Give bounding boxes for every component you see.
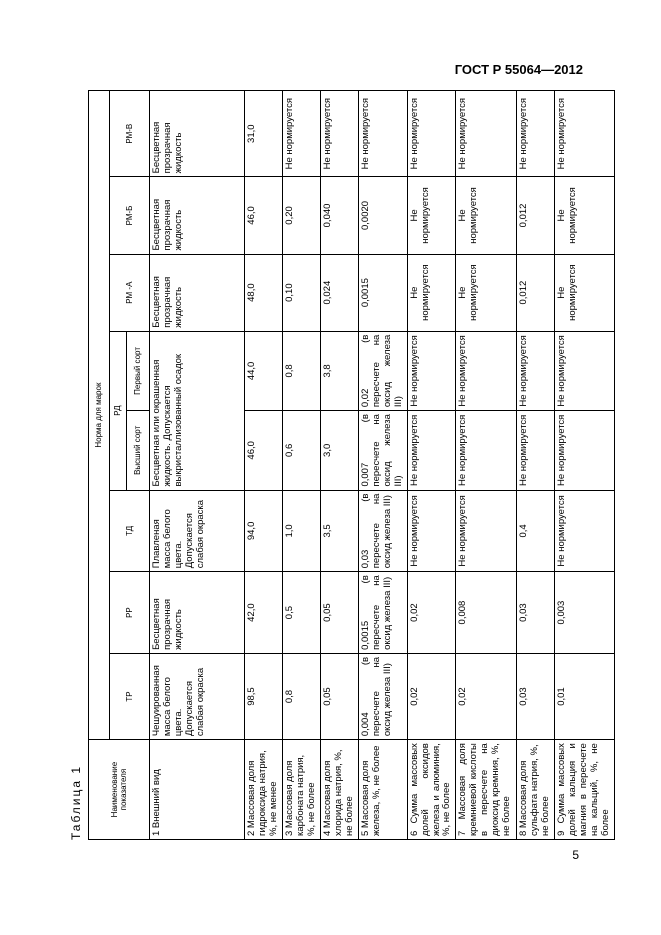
header-grade-tr: ТР (110, 653, 150, 739)
cell-rr: 0,03 (517, 572, 555, 654)
cell-rr: 0,003 (555, 572, 615, 654)
cell-rmb: Не нормируется (456, 177, 517, 254)
cell-rmb: 46,0 (245, 177, 283, 254)
rotated-page-region (66, 90, 612, 840)
cell-td: 1,0 (283, 490, 321, 572)
cell-rmb: Не нормируется (407, 177, 456, 254)
row-name: 8 Массовая доля сульфата натрия, %, не более (517, 740, 555, 840)
cell-rma: 0,0015 (359, 254, 408, 331)
cell-rmv: Не нормируется (407, 91, 456, 177)
cell-rma: Не нормируется (456, 254, 517, 331)
cell-rmv: Не нормируется (359, 91, 408, 177)
specification-table (88, 90, 615, 840)
row-name: 3 Массовая доля карбоната натрия, %, не более (283, 740, 321, 840)
cell-tr: 0,02 (456, 653, 517, 739)
row-name: 5 Массовая доля железа, %, не более (359, 740, 408, 840)
header-grade-rmv: РМ-В (110, 91, 150, 177)
cell-rma: Не нормируется (555, 254, 615, 331)
cell-tr: 98,5 (245, 653, 283, 739)
cell-td: 94,0 (245, 490, 283, 572)
cell-rma: 0,012 (517, 254, 555, 331)
header-row-grades (110, 91, 127, 840)
header-rd-high: Высший сорт (127, 411, 150, 490)
table-row (407, 91, 456, 840)
header-norm: Норма для марок (89, 91, 110, 740)
table-row (555, 91, 615, 840)
cell-tr: 0,01 (555, 653, 615, 739)
table-row (283, 91, 321, 840)
cell-rd-high: Не нормируется (456, 411, 517, 490)
cell-rma: 0,10 (283, 254, 321, 331)
header-row-norm (89, 91, 110, 840)
header-grade-rmb: РМ-Б (110, 177, 150, 254)
header-indicator: Наименование показателя (89, 740, 150, 840)
header-grade-td: ТД (110, 490, 150, 572)
cell-tr: 0,02 (407, 653, 456, 739)
row-name: 6 Сумма массовых долей оксидов железа и алюминия, %, не более (407, 740, 456, 840)
cell-rma: 0,024 (321, 254, 359, 331)
cell-rmv: Не нормируется (283, 91, 321, 177)
page-number: 5 (572, 848, 579, 862)
row-name: 2 Массовая доля гидроксида натрия, %, не менее (245, 740, 283, 840)
cell-rd-first: 44,0 (245, 331, 283, 410)
cell-rma: 48,0 (245, 254, 283, 331)
row-name: 1 Внешний вид (150, 740, 245, 840)
cell-rr: 0,02 (407, 572, 456, 654)
cell-rd-high: 3,0 (321, 411, 359, 490)
table-row (245, 91, 283, 840)
row-name: 9 Сумма массовых долей кальция и магния в пересчете на кальций, %, не более (555, 740, 615, 840)
cell-rmv: Не нормируется (517, 91, 555, 177)
cell-td: Не нормируется (456, 490, 517, 572)
header-grade-rr: РР (110, 572, 150, 654)
cell-rd-high: 0,6 (283, 411, 321, 490)
table-row (321, 91, 359, 840)
cell-rd-first: Не нормируется (407, 331, 456, 410)
cell-rd-high: 0,007 (в пересчете на оксид железа III) (359, 411, 408, 490)
cell-rd: Бесцветная или окрашенная жидкость. Допускается выкристаллизованный осадок (150, 331, 245, 490)
cell-td: Не нормируется (555, 490, 615, 572)
cell-rd-first: Не нормируется (555, 331, 615, 410)
cell-rmb: 0,0020 (359, 177, 408, 254)
cell-rma: Не нормируется (407, 254, 456, 331)
table-row (150, 91, 245, 840)
cell-tr: 0,03 (517, 653, 555, 739)
cell-rd-first: 0,02 (в пересчете на оксид железа III) (359, 331, 408, 410)
cell-rd-first: 0,8 (283, 331, 321, 410)
row-name: 7 Массовая доля кремниевой кислоты в пересчете на диоксид кремния, %, не более (456, 740, 517, 840)
row-name: 4 Массовая доля хлорида натрия, %, не более (321, 740, 359, 840)
cell-rmb: Бесцветная прозрачная жидкость (150, 177, 245, 254)
cell-rmv: Не нормируется (456, 91, 517, 177)
cell-rd-high: Не нормируется (407, 411, 456, 490)
cell-rmv: Не нормируется (555, 91, 615, 177)
cell-rma: Бесцветная прозрачная жидкость (150, 254, 245, 331)
cell-td: Не нормируется (407, 490, 456, 572)
cell-rmv: 31,0 (245, 91, 283, 177)
table-row (456, 91, 517, 840)
cell-rd-high: Не нормируется (555, 411, 615, 490)
document-code: ГОСТ Р 55064—2012 (454, 62, 583, 77)
header-rd-first: Первый сорт (127, 331, 150, 410)
cell-tr: 0,004 (в пересчете на оксид железа III) (359, 653, 408, 739)
cell-td: 0,03 (в пересчете на оксид железа III) (359, 490, 408, 572)
cell-rd-first: 3,8 (321, 331, 359, 410)
cell-rmb: 0,20 (283, 177, 321, 254)
cell-rmb: 0,040 (321, 177, 359, 254)
cell-rd-high: 46,0 (245, 411, 283, 490)
cell-rd-high: Не нормируется (517, 411, 555, 490)
header-grade-rma: РМ -А (110, 254, 150, 331)
table-row (359, 91, 408, 840)
cell-rr: 0,05 (321, 572, 359, 654)
cell-rd-first: Не нормируется (517, 331, 555, 410)
table-caption: Таблица 1 (69, 764, 83, 840)
cell-rmb: Не нормируется (555, 177, 615, 254)
cell-rr: 42,0 (245, 572, 283, 654)
cell-tr: 0,05 (321, 653, 359, 739)
cell-td: 0,4 (517, 490, 555, 572)
cell-tr: 0,8 (283, 653, 321, 739)
cell-td: Плавленая масса белого цвета. Допускается слабая окраска (150, 490, 245, 572)
cell-tr: Чешуированная масса белого цвета. Допускается слабая окраска (150, 653, 245, 739)
cell-rmv: Не нормируется (321, 91, 359, 177)
cell-rmb: 0,012 (517, 177, 555, 254)
rotated-content (66, 90, 612, 840)
cell-rr: Бесцветная прозрачная жидкость (150, 572, 245, 654)
cell-rr: 0,008 (456, 572, 517, 654)
cell-rd-first: Не нормируется (456, 331, 517, 410)
table-row (517, 91, 555, 840)
cell-rmv: Бесцветная прозрачная жидкость (150, 91, 245, 177)
cell-rr: 0,5 (283, 572, 321, 654)
cell-rr: 0,0015 (в пересчете на оксид железа III) (359, 572, 408, 654)
header-grade-rd: РД (110, 331, 127, 490)
cell-td: 3,5 (321, 490, 359, 572)
